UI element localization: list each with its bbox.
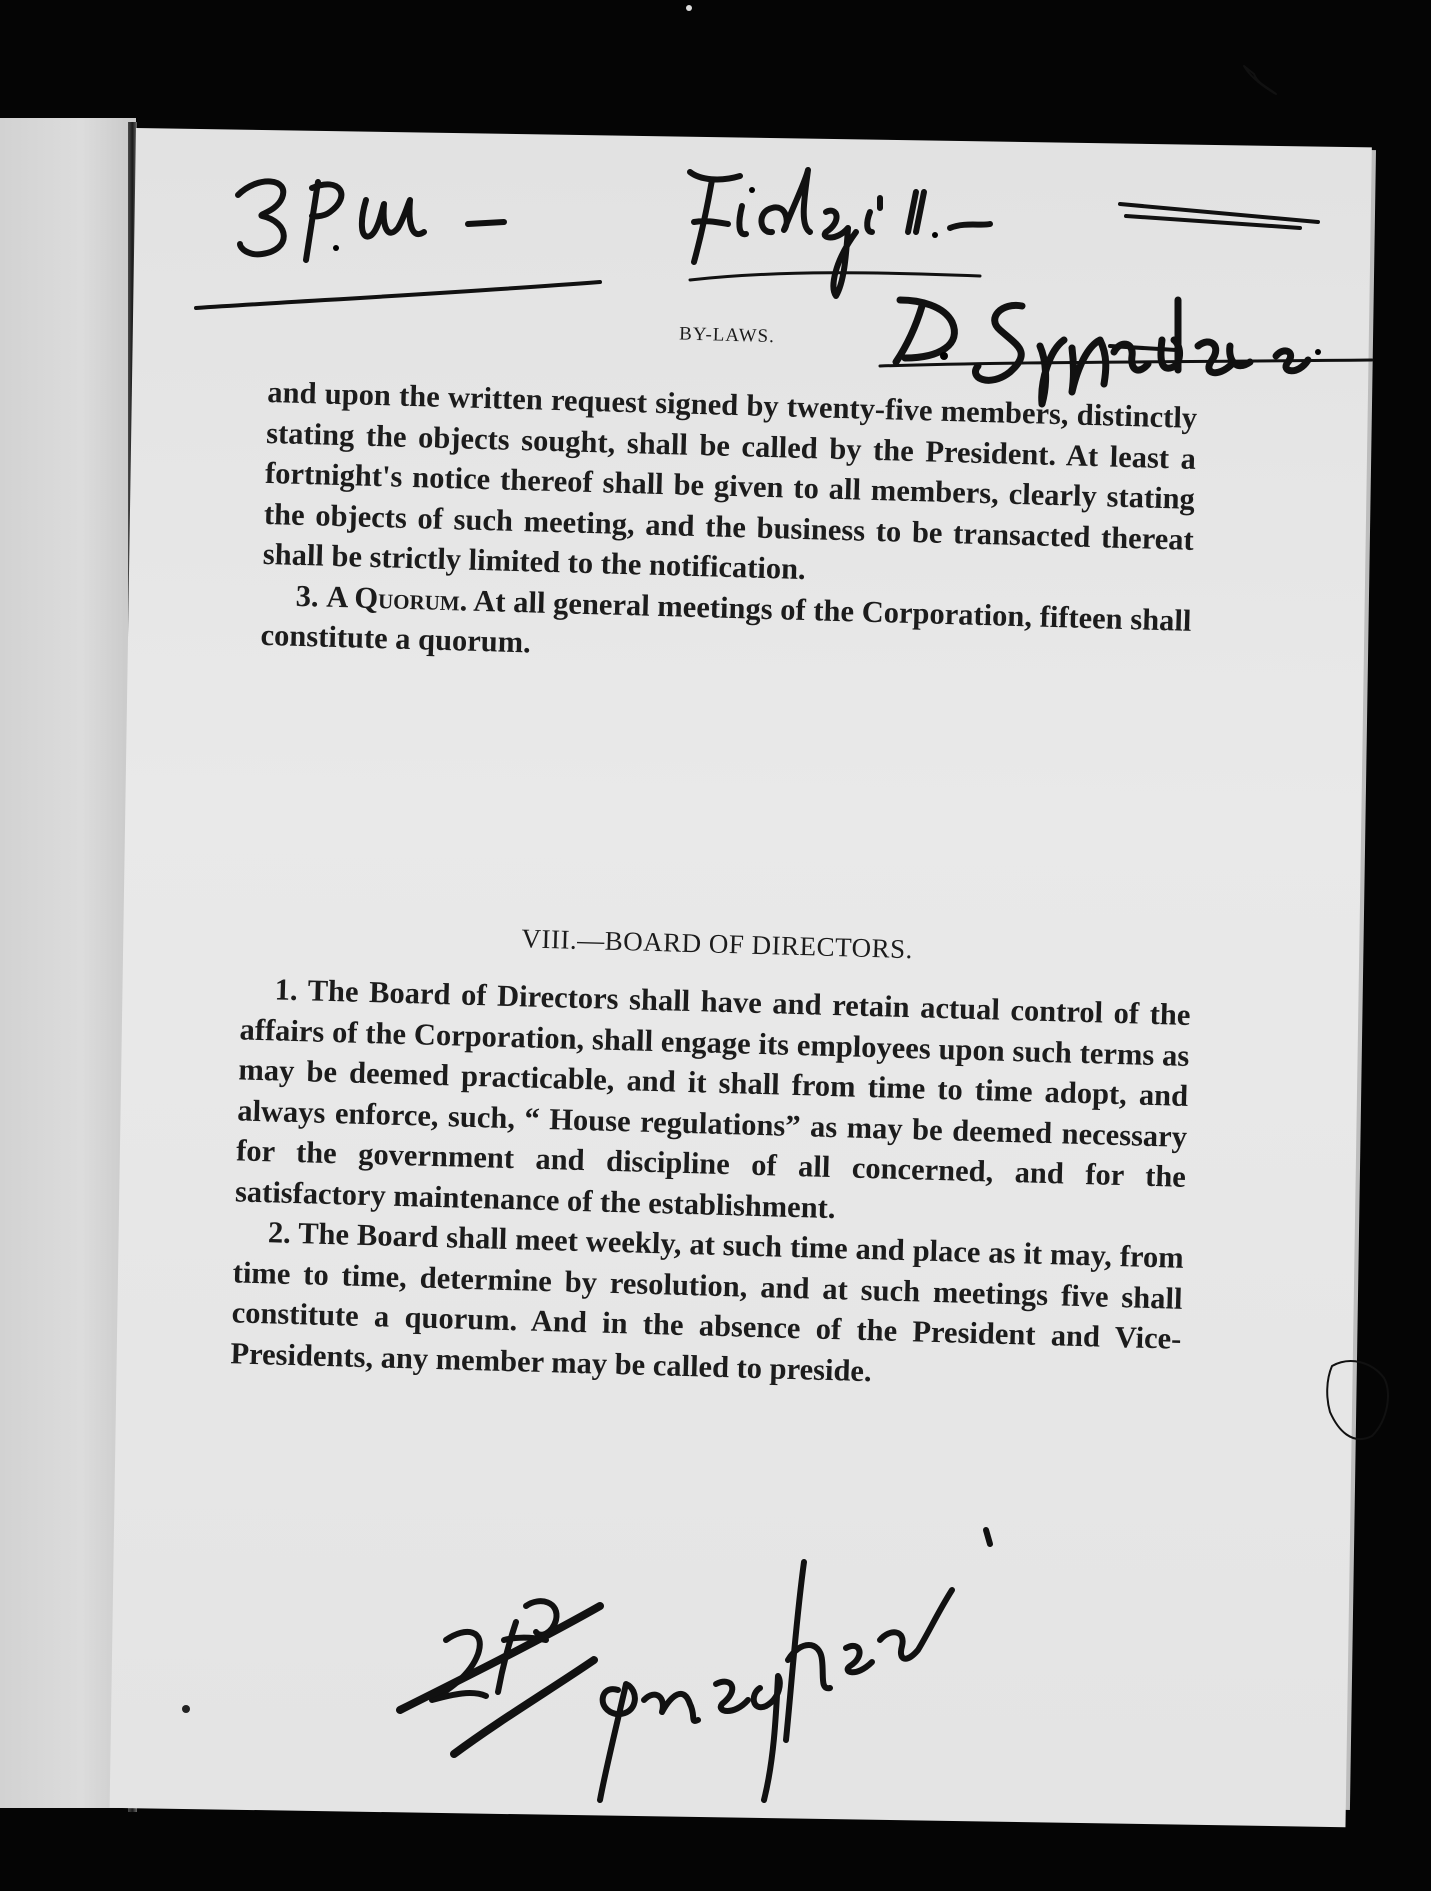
clause-number: 2. bbox=[267, 1215, 292, 1250]
running-head: BY-LAWS. bbox=[678, 323, 776, 348]
quorum-number: 3. bbox=[295, 578, 320, 613]
section-title: VIII.—BOARD OF DIRECTORS. bbox=[521, 923, 914, 965]
clause-1 bbox=[235, 968, 1191, 1237]
quorum-text: At all general meetings of the Corporation, fifteen shall constitute a quorum. bbox=[260, 583, 1192, 660]
clause-number: 1. bbox=[274, 972, 299, 1008]
quorum-heading: A Quorum. bbox=[325, 579, 468, 618]
continued-paragraph: and upon the written request signed by twenty-five members, distinctly stating the objects sought, shall be called by the President. At least a fortnight's notice thereof shall be given to all members, clearly stating the objects of such meeting, and the business to be transacted thereat shall be strictly limited to the notification. bbox=[262, 374, 1198, 587]
text-block-continued bbox=[260, 372, 1198, 681]
clause-2 bbox=[230, 1211, 1184, 1399]
clause-text: The Board shall meet weekly, at such time and place as it may, from time to time, determine by resolution, and at such meetings five shall constitute a quorum. And in the absence of the President and Vice-Presidents, any member may be called to preside. bbox=[230, 1216, 1185, 1388]
text-block-board bbox=[230, 869, 1194, 1399]
clause-text: The Board of Directors shall have and retain actual control of the affairs of the Corporation, shall engage its employees upon such terms as may be deemed practicable, and it shall from time to time adopt, and always enforce, such, “ House regulations” as may be deemed necessary for the government and discipline of all concerned, and for the satisfactory maintenance of the establishment. bbox=[234, 973, 1191, 1225]
